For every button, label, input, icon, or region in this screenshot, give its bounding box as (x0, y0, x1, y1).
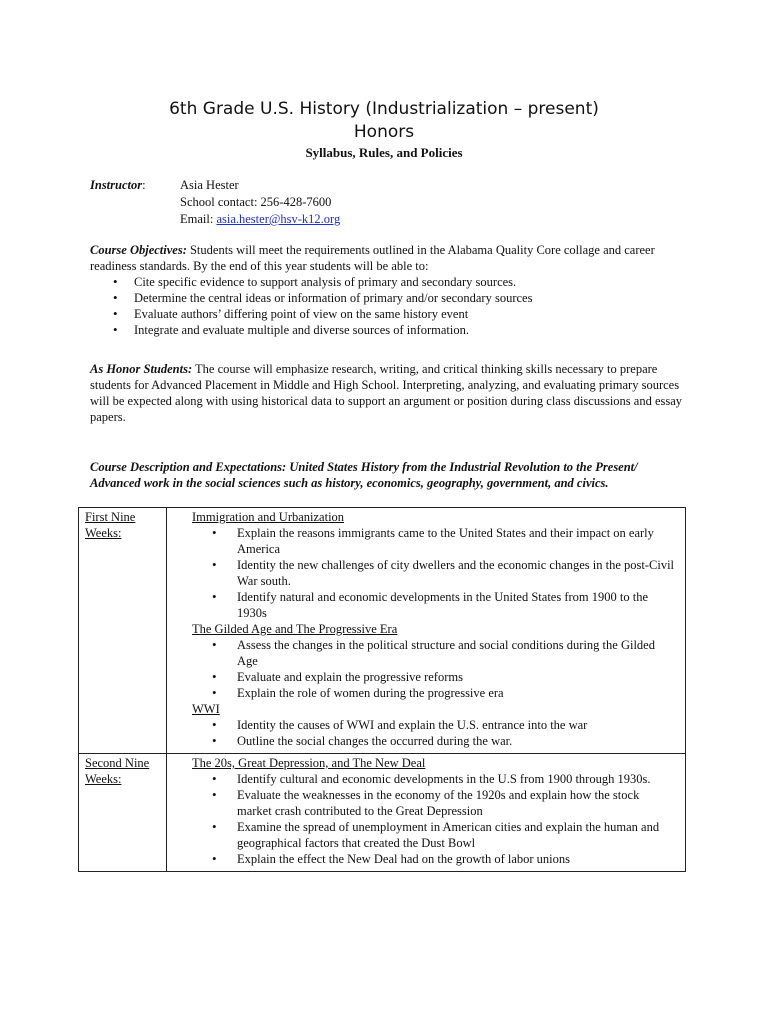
topic-list (222, 771, 677, 867)
topic-item: • Identity the causes of WWI and explain the U.S. entrance into the war (192, 717, 677, 733)
objectives-label: Course Objectives: (90, 243, 187, 257)
topic-item: • Evaluate the weaknesses in the economy of the 1920s and explain how the stock market crash contributed to the Great Depression (192, 787, 677, 819)
objective-item: • Integrate and evaluate multiple and diverse sources of information. (90, 322, 690, 338)
document-title-honors: Honors (353, 122, 415, 142)
honors-text: The course will emphasize research, writing, and critical thinking skills necessary to prepare students for Advanced Placement in Middle and High School. Interpreting, analyzing, and evaluating primary sources will be expected along with using historical data to support an argument or position during class discussions and essay papers. (90, 362, 683, 424)
topic-item: • Outline the social changes the occurred during the war. (192, 733, 677, 749)
email-label: Email: (180, 212, 217, 226)
section-title: WWI (192, 702, 220, 716)
schedule-table (78, 507, 686, 872)
honors-paragraph (90, 361, 690, 425)
section-title: The 20s, Great Depression, and The New Deal (192, 756, 426, 770)
objective-item: • Cite specific evidence to support analysis of primary and secondary sources. (90, 274, 690, 290)
document-title: 6th Grade U.S. History (Industrialization – present) (169, 99, 599, 119)
objectives-text: Students will meet the requirements outlined in the Alabama Quality Core collage and career readiness standards. By the end of this year students will be able to: (90, 243, 655, 273)
weeks-label-cell: Second Nine Weeks: (79, 754, 167, 872)
topic-item: • Evaluate and explain the progressive reforms (192, 669, 677, 685)
topic-item: • Explain the role of women during the progressive era (192, 685, 677, 701)
topic-item: • Assess the changes in the political structure and social conditions during the Gilded Age (192, 637, 677, 669)
instructor-block (90, 177, 690, 228)
objective-item: • Determine the central ideas or information of primary and/or secondary sources (90, 290, 690, 306)
objective-item: • Evaluate authors’ differing point of view on the same history event (90, 306, 690, 322)
instructor-name: Asia Hester (180, 178, 239, 192)
topic-item: • Identify natural and economic developments in the United States from 1900 to the 1930s (192, 589, 677, 621)
topic-item: • Identity the new challenges of city dwellers and the economic changes in the post-Civil War south. (192, 557, 677, 589)
topic-item: • Examine the spread of unemployment in American cities and explain the human and geographical factors that created the Dust Bowl (192, 819, 677, 851)
course-objectives (90, 242, 690, 338)
honors-label: As Honor Students: (90, 362, 193, 376)
table-row (79, 508, 686, 754)
table-row (79, 754, 686, 872)
topic-item: • Identify cultural and economic developments in the U.S from 1900 through 1930s. (192, 771, 677, 787)
course-description-heading: Course Description and Expectations: United States History from the Industrial Revolution to the Present/ Advanced work in the social sciences such as history, economics, geography, government, and civics. (90, 460, 638, 490)
instructor-email-row (180, 211, 340, 228)
topic-item: • Explain the reasons immigrants came to the United States and their impact on early America (192, 525, 677, 557)
topic-list (222, 717, 677, 749)
topic-list (222, 525, 677, 621)
section-title: Immigration and Urbanization (192, 510, 345, 524)
topic-item: • Explain the effect the New Deal had on the growth of labor unions (192, 851, 677, 867)
weeks-label-cell: First Nine Weeks: (79, 508, 167, 754)
objectives-list (90, 274, 690, 338)
document-subtitle: Syllabus, Rules, and Policies (305, 145, 463, 160)
section-title: The Gilded Age and The Progressive Era (192, 622, 398, 636)
instructor-contact: School contact: 256-428-7600 (180, 195, 332, 209)
topics-cell (167, 508, 686, 754)
topic-list (222, 637, 677, 701)
topics-cell (167, 754, 686, 872)
instructor-label: Instructor: (90, 178, 146, 192)
email-link[interactable]: asia.hester@hsv-k12.org (216, 212, 341, 226)
